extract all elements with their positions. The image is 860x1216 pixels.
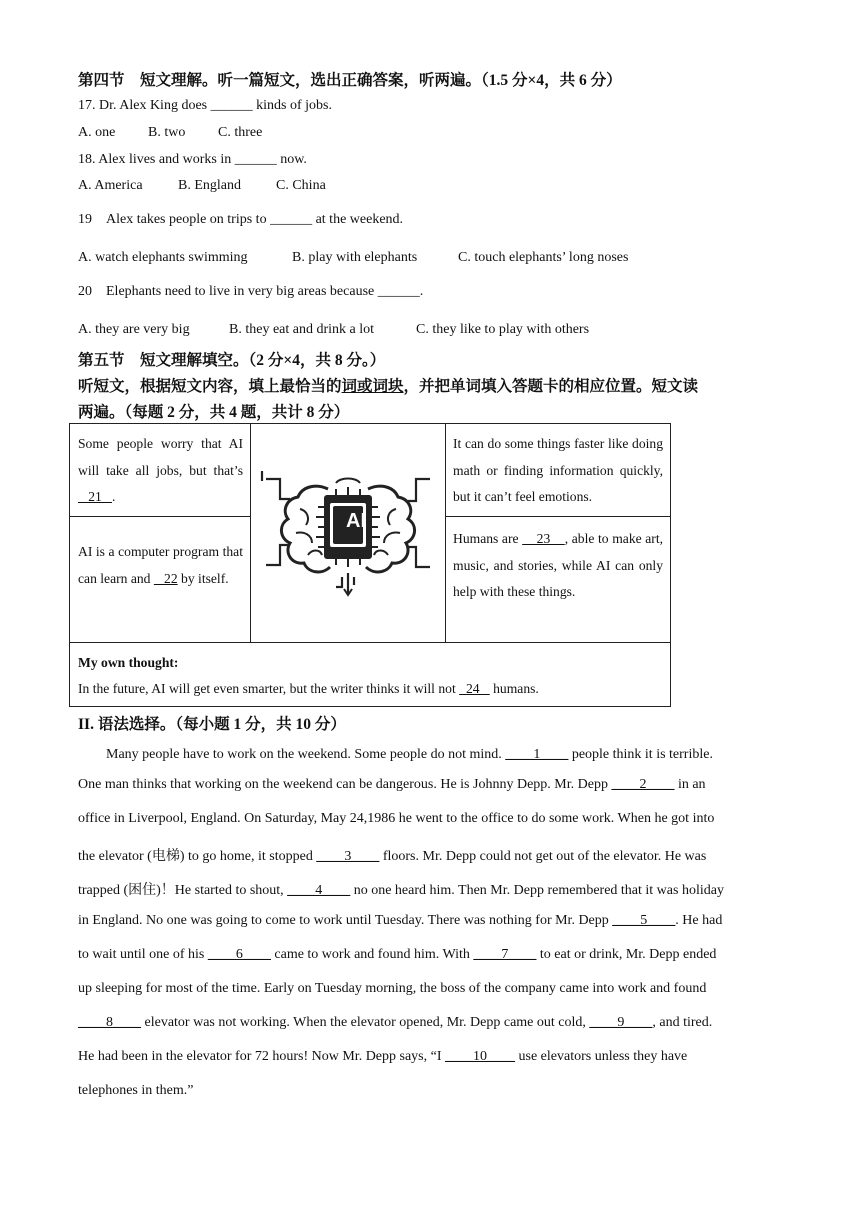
- q18-option-b: B. England: [178, 178, 241, 193]
- cell-humans: Humans are 23 , able to make art, music, and stories, while AI can only help with these things.: [453, 531, 664, 599]
- cell-faster: It can do some things faster like doing math or finding information quickly, but it can’t feel emotions.: [453, 436, 663, 504]
- instruction-underlined: 词或词块: [341, 378, 404, 395]
- gap-9: ____9____: [589, 1015, 653, 1030]
- q20-stem: 20 Elephants need to live in very big areas because ______.: [78, 284, 424, 299]
- gap-8: ____8____: [78, 1015, 141, 1030]
- passage-line-7: to wait until one of his ____6____ came to work and found him. With ____7____ to eat or drink, Mr. Depp ended: [78, 947, 717, 962]
- blank-22: 22: [153, 570, 178, 586]
- q17-option-c: C. three: [218, 125, 263, 140]
- q20-options: [78, 322, 589, 338]
- cell-worry: Some people worry that AI will take all jobs, but that’s 21 .: [78, 436, 243, 504]
- section5-heading: 第五节 短文理解填空。（2 分×4，共 8 分。）: [78, 352, 386, 369]
- gap-2: ____2____: [611, 777, 675, 792]
- q20-option-c: C. they like to play with others: [416, 322, 590, 337]
- thought-title: My own thought:: [78, 655, 179, 670]
- section5-instruction: [78, 374, 698, 396]
- gap-7: ____7____: [473, 947, 537, 962]
- q17-option-b: B. two: [148, 125, 186, 140]
- section5-instruction-line2: 两遍。（每题 2 分，共 4 题，共计 8 分）: [78, 404, 350, 421]
- section4-heading: 第四节 短文理解。听一篇短文，选出正确答案，听两遍。（1.5 分×4，共 6 分）: [78, 72, 622, 89]
- q18-option-c: C. China: [276, 178, 326, 193]
- ai-brain-chip-icon: [260, 469, 436, 599]
- cell-program: AI is a computer program that can learn and 22 by itself.: [78, 544, 243, 586]
- blank-21: 21: [78, 489, 112, 504]
- gap-3: ____3____: [316, 849, 380, 864]
- passage-line-4: the elevator (电梯) to go home, it stopped ____3____ floors. Mr. Depp could not get out of the elevator. He was: [78, 849, 707, 864]
- instruction-part-a: 听短文，根据短文内容，填上最恰当的: [78, 378, 342, 395]
- q17-option-a: A. one: [78, 125, 116, 140]
- gap-6: ____6____: [207, 947, 271, 962]
- q18-option-a: A. America: [78, 178, 143, 193]
- blank-24: 24: [459, 681, 490, 696]
- passage-line-5: trapped (困住)！He started to shout, ____4____ no one heard him. Then Mr. Depp remembered that it was holiday: [78, 883, 724, 898]
- q19-option-c: C. touch elephants’ long noses: [458, 250, 629, 265]
- q17-stem: 17. Dr. Alex King does ______ kinds of jobs.: [78, 98, 332, 113]
- q18-stem: 18. Alex lives and works in ______ now.: [78, 152, 307, 167]
- gap-4: ____4____: [287, 883, 351, 898]
- grammar-heading: II. 语法选择。（每小题 1 分，共 10 分）: [78, 716, 346, 733]
- blank-23: 23: [522, 531, 565, 546]
- passage-line-2: One man thinks that working on the weekend can be dangerous. He is Johnny Depp. Mr. Depp ____2____ in an: [78, 777, 706, 792]
- q19-stem: 19 Alex takes people on trips to ______ at the weekend.: [78, 212, 404, 227]
- q19-option-b: B. play with elephants: [292, 250, 418, 265]
- passage-line-9: ____8____ elevator was not working. When the elevator opened, Mr. Depp came out cold, ____9____, and tired.: [78, 1015, 713, 1030]
- gap-1: ____1____: [505, 747, 569, 762]
- ai-table: [69, 423, 671, 707]
- q17-options: [78, 125, 262, 141]
- ai-chip-label: AI: [346, 510, 366, 532]
- q18-options: [78, 178, 326, 194]
- q20-option-b: B. they eat and drink a lot: [229, 322, 375, 337]
- passage-line-11: telephones in them.”: [78, 1083, 194, 1098]
- passage-line-6: in England. No one was going to come to work until Tuesday. There was nothing for Mr. Depp ____5____. He had: [78, 913, 723, 928]
- q20-option-a: A. they are very big: [78, 322, 190, 337]
- q19-option-a: A. watch elephants swimming: [78, 250, 248, 265]
- passage-line-8: up sleeping for most of the time. Early on Tuesday morning, the boss of the company came into work and found: [78, 981, 707, 996]
- gap-5: ____5____: [612, 913, 676, 928]
- gap-10: ____10____: [445, 1049, 516, 1064]
- passage-line-10: He had been in the elevator for 72 hours! Now Mr. Depp says, “I ____10____ use elevators unless they have: [78, 1049, 688, 1064]
- instruction-part-b: ，并把单词填入答题卡的相应位置。短文读: [403, 378, 699, 395]
- q19-options: [78, 250, 628, 266]
- thought-text: In the future, AI will get even smarter, but the writer thinks it will not 24 humans.: [78, 681, 539, 696]
- passage-line-1: Many people have to work on the weekend. Some people do not mind. ____1____ people think it is terrible.: [78, 747, 713, 762]
- passage-line-3: office in Liverpool, England. On Saturday, May 24,1986 he went to the office to do some work. When he got into: [78, 811, 715, 826]
